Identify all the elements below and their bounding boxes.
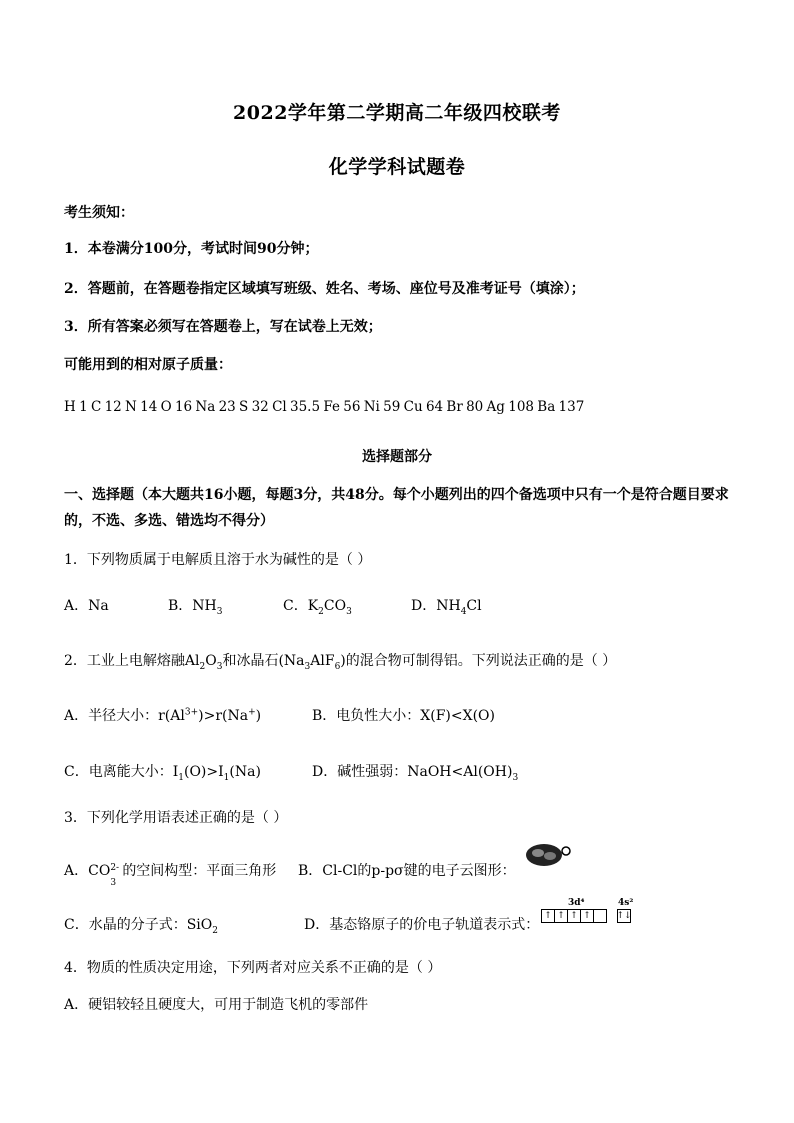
q2-option-c: C．电离能大小：$I_1(O)>I_1(Na)$: [64, 764, 261, 783]
orbital-box: ↑: [567, 909, 581, 923]
orbital-3d-label: 3d⁴: [568, 898, 585, 908]
orbital-4s-label: 4s²: [618, 898, 634, 908]
orbital-box: ↑↓: [617, 909, 631, 923]
section-instruction: 一、选择题（本大题共16小题，每题3分，共48分。每个小题列出的四个备选项中只有一个是符合题目要求的，不选、多选、错选均不得分）: [64, 487, 729, 529]
q3-option-d: D．基态铬原子的价电子轨道表示式：: [304, 917, 540, 933]
orbital-box: [593, 909, 607, 923]
q2-option-a: A．半径大小：$r(Al^{3+})>r(Na^+)$: [64, 707, 262, 724]
part-title: 选择题部分: [362, 449, 432, 465]
q4-option-a: A．硬铝较轻且硬度大，可用于制造飞机的零部件: [64, 997, 369, 1013]
notice-heading: 考生须知：: [64, 205, 134, 221]
q2-option-b: B．电负性大小：X(F)<X(O): [312, 708, 495, 724]
q1-option-b: B．$NH_3$: [168, 598, 223, 617]
orbital-box: ↑: [554, 909, 568, 923]
atomic-masses: H 1 C 12 N 14 O 16 Na 23 S 32 Cl 35.5 Fe 56 Ni 59 Cu 64 Br 80 Ag 108 Ba 137: [64, 399, 585, 415]
q1-option-d: D．$NH_4Cl$: [411, 598, 482, 617]
notice-item-1: 1．本卷满分100分，考试时间90分钟；: [64, 241, 319, 257]
q2-option-d: D．碱性强弱：$NaOH<Al(OH)_3$: [312, 764, 519, 783]
mass-heading: 可能用到的相对原子质量：: [64, 357, 232, 373]
chromium-orbital-diagram: [542, 898, 634, 928]
q3-option-a: A．CO 2- 3 的空间构型：平面三角形: [64, 863, 277, 888]
electron-cloud-image: [524, 840, 572, 870]
q1-option-c: C．$K_2CO_3$: [283, 598, 352, 617]
q2-stem: 2．工业上电解熔融$Al_2O_3$和冰晶石$(Na_3AlF_6)$的混合物可制得铝。下列说法正确的是（ ）: [64, 653, 617, 672]
q1-option-a: A．Na: [64, 598, 109, 614]
orbital-box: ↑: [580, 909, 594, 923]
exam-title: 2022学年第二学期高二年级四校联考: [233, 102, 561, 124]
orbital-3d-boxes: [542, 909, 607, 923]
orbital-box: ↑: [541, 909, 555, 923]
notice-item-3: 3．所有答案必须写在答题卷上，写在试卷上无效；: [64, 319, 382, 335]
subject-title: 化学学科试题卷: [328, 156, 466, 178]
q1-stem: 1．下列物质属于电解质且溶于水为碱性的是（ ）: [64, 552, 372, 568]
q3-stem: 3．下列化学用语表述正确的是（ ）: [64, 810, 288, 826]
orbital-4s-box: [618, 909, 631, 923]
q3-option-c: C．水晶的分子式：SiO$_2$: [64, 917, 218, 936]
notice-item-2: 2．答题前，在答题卷指定区域填写班级、姓名、考场、座位号及准考证号（填涂）；: [64, 281, 585, 297]
q3-option-b: B．Cl-Cl的p-pσ键的电子云图形：: [298, 863, 516, 879]
q4-stem: 4．物质的性质决定用途，下列两者对应关系不正确的是（ ）: [64, 960, 442, 976]
